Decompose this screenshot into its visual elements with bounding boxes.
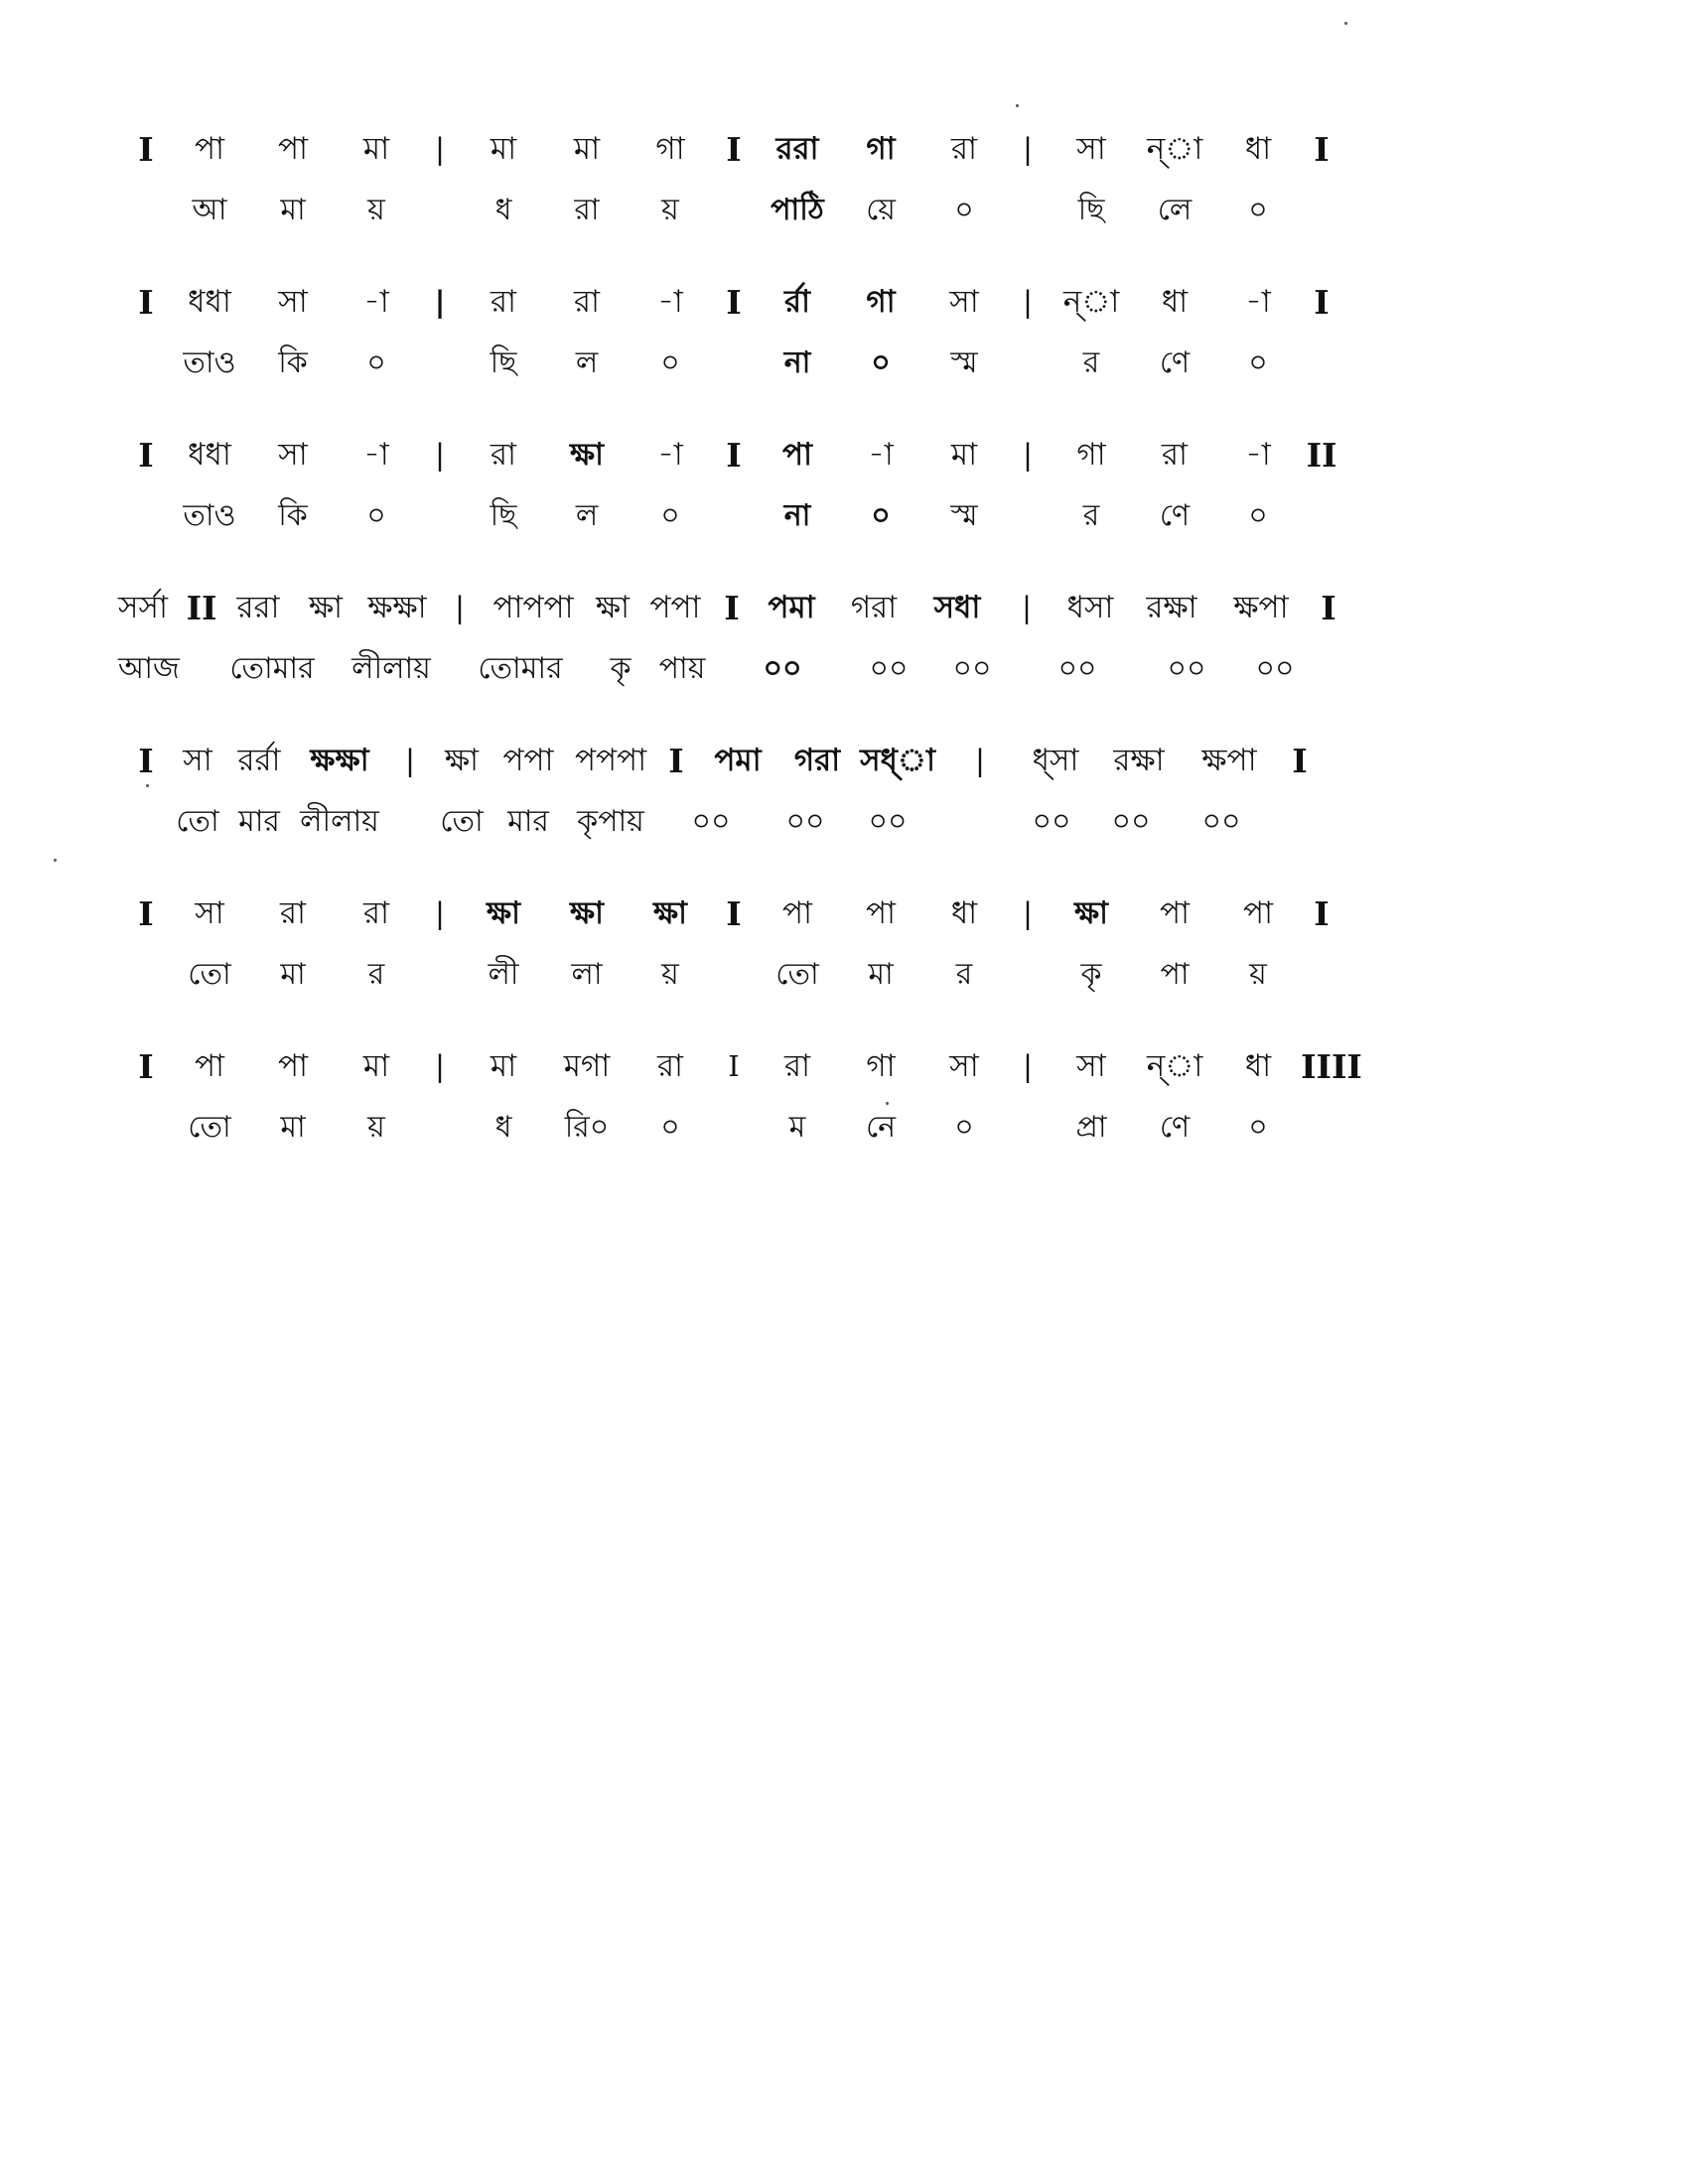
note: রা bbox=[1161, 436, 1189, 473]
notation-block bbox=[118, 576, 1534, 699]
note: রা bbox=[490, 436, 517, 473]
note: গা bbox=[1076, 436, 1106, 473]
note: ক্ষপা bbox=[1233, 589, 1289, 625]
bar-divider: | bbox=[1023, 895, 1033, 930]
lyric-syllable: ০ bbox=[660, 345, 680, 380]
lyric-syllable: কৃপায় bbox=[577, 804, 644, 839]
lyric-syllable: তাও bbox=[183, 345, 236, 380]
bar-marker: I bbox=[726, 129, 742, 169]
lyric-syllable: রি০ bbox=[564, 1110, 610, 1145]
lyric-syllable: মা bbox=[868, 957, 894, 992]
note: রা bbox=[362, 894, 390, 931]
lyric-syllable: স্ম bbox=[950, 498, 978, 533]
note: ধধা bbox=[188, 436, 231, 473]
lyric-syllable: মার bbox=[238, 804, 280, 839]
lyric-line bbox=[124, 486, 1534, 546]
bar-marker: I bbox=[1314, 129, 1330, 169]
lyric-syllable: য় bbox=[367, 1110, 385, 1145]
note: রক্ষা bbox=[1146, 589, 1197, 625]
note: ক্ষা bbox=[569, 894, 605, 931]
note: পা bbox=[277, 130, 309, 167]
lyric-syllable: ০০ bbox=[868, 804, 908, 839]
note: ধা bbox=[1244, 1047, 1272, 1084]
lyric-line bbox=[124, 945, 1534, 1005]
note: ক্ষা bbox=[1073, 894, 1109, 931]
bar-divider: | bbox=[434, 284, 446, 319]
lyric-syllable: রা bbox=[574, 193, 600, 227]
note: রক্ষা bbox=[1113, 742, 1165, 778]
note: -া bbox=[363, 436, 389, 473]
note: পা bbox=[781, 894, 813, 931]
lyric-syllable: র bbox=[955, 957, 973, 992]
lyric-syllable: তোমার bbox=[478, 651, 563, 686]
notation-block bbox=[124, 423, 1534, 546]
lyric-syllable: ছি bbox=[490, 498, 517, 533]
lyric-syllable: ০০ bbox=[1201, 804, 1241, 839]
note: ক্ষক্ষা bbox=[367, 589, 427, 625]
note-line bbox=[124, 270, 1534, 334]
lyric-syllable: ০ bbox=[660, 1110, 680, 1145]
note: সা bbox=[1076, 130, 1106, 167]
lyric-syllable: ০০ bbox=[952, 651, 992, 686]
notation-block bbox=[124, 1034, 1534, 1158]
note-line bbox=[124, 882, 1534, 945]
note: সা bbox=[183, 742, 212, 778]
lyric-line bbox=[124, 334, 1534, 393]
lyric-syllable: লীলায় bbox=[352, 651, 431, 686]
note: -া bbox=[1245, 436, 1271, 473]
bar-divider: | bbox=[455, 590, 465, 624]
lyric-syllable: ০০ bbox=[785, 804, 825, 839]
scan-speck bbox=[886, 1102, 889, 1105]
note: -া bbox=[1245, 283, 1271, 320]
lyric-syllable: তো bbox=[775, 957, 819, 992]
note: সা bbox=[195, 894, 224, 931]
lyric-syllable: ০০ bbox=[1111, 804, 1151, 839]
bar-divider: | bbox=[435, 131, 445, 166]
note: গরা bbox=[850, 589, 898, 625]
note: পমা bbox=[714, 742, 762, 778]
bar-marker: I bbox=[726, 282, 742, 322]
bar-marker: I bbox=[728, 1048, 740, 1083]
note: রা bbox=[573, 283, 601, 320]
note: মা bbox=[490, 130, 517, 167]
note: রা bbox=[279, 894, 307, 931]
lyric-syllable: ০ bbox=[1248, 193, 1268, 227]
scan-speck bbox=[1016, 104, 1019, 107]
lyric-syllable: না bbox=[783, 345, 811, 380]
note: ধসা bbox=[1066, 589, 1114, 625]
lyric-syllable: মার bbox=[507, 804, 549, 839]
lyric-syllable: ০০ bbox=[1167, 651, 1206, 686]
note: ক্ষা bbox=[595, 589, 631, 625]
note: ররা bbox=[236, 589, 280, 625]
note: রা bbox=[490, 283, 517, 320]
note: ন্‌া bbox=[1146, 1047, 1203, 1084]
note: পা bbox=[865, 894, 897, 931]
notation-block bbox=[124, 882, 1534, 1005]
note: পা bbox=[1159, 894, 1191, 931]
double-bar-marker: II bbox=[1306, 435, 1337, 475]
lyric-syllable: নে bbox=[865, 1110, 897, 1145]
note: রর্রা bbox=[237, 742, 281, 778]
lyric-syllable: ছি bbox=[490, 345, 517, 380]
note: -া bbox=[657, 436, 683, 473]
note: পমা bbox=[768, 589, 815, 625]
note: পপা bbox=[502, 742, 554, 778]
note: সধ্‌া bbox=[860, 742, 935, 778]
bar-marker: I bbox=[1292, 741, 1308, 780]
bar-marker: I bbox=[138, 435, 154, 475]
note: সা bbox=[1076, 1047, 1106, 1084]
lyric-syllable: ল bbox=[575, 345, 599, 380]
lyric-syllable: তো bbox=[188, 957, 231, 992]
note: ক্ষা bbox=[569, 436, 605, 473]
bar-marker: I bbox=[1314, 282, 1330, 322]
note: মগা bbox=[563, 1047, 611, 1084]
note-line bbox=[124, 729, 1534, 792]
note: ধা bbox=[1244, 130, 1272, 167]
lyric-syllable: তো bbox=[176, 804, 219, 839]
lyric-line bbox=[124, 1098, 1534, 1158]
note: পা bbox=[277, 1047, 309, 1084]
note: পপপা bbox=[574, 742, 647, 778]
note: রা bbox=[656, 1047, 684, 1084]
note: গা bbox=[866, 1047, 896, 1084]
note: র্রা bbox=[783, 283, 811, 320]
note: গা bbox=[655, 130, 685, 167]
note: ন্‌া bbox=[1062, 283, 1120, 320]
note: রা bbox=[950, 130, 978, 167]
lyric-syllable: ০ bbox=[871, 345, 891, 380]
note: ক্ষা bbox=[652, 894, 688, 931]
lyric-syllable: র bbox=[1082, 345, 1100, 380]
lyric-syllable: তো bbox=[440, 804, 484, 839]
note: রা bbox=[783, 1047, 811, 1084]
lyric-syllable: কি bbox=[278, 345, 308, 380]
swaralipi-sheet bbox=[118, 117, 1534, 1187]
bar-marker: I bbox=[138, 129, 154, 169]
lyric-syllable: মা bbox=[280, 957, 306, 992]
lyric-syllable: য় bbox=[661, 193, 679, 227]
bar-divider: | bbox=[1023, 284, 1033, 319]
note: ধা bbox=[1161, 283, 1189, 320]
bar-marker: I bbox=[1314, 893, 1330, 933]
lyric-syllable: প্রা bbox=[1075, 1110, 1107, 1145]
lyric-syllable: র bbox=[367, 957, 385, 992]
lyric-syllable: তো bbox=[188, 1110, 231, 1145]
bar-marker: I bbox=[668, 741, 684, 780]
note: ররা bbox=[775, 130, 819, 167]
note-line bbox=[118, 576, 1534, 639]
lyric-syllable: তোমার bbox=[229, 651, 315, 686]
note: গরা bbox=[793, 742, 841, 778]
lyric-syllable: য় bbox=[1249, 957, 1267, 992]
lyric-syllable: ০ bbox=[1248, 1110, 1268, 1145]
note: পা bbox=[1242, 894, 1274, 931]
lyric-syllable: ধ bbox=[494, 193, 512, 227]
bar-divider: | bbox=[1023, 1048, 1033, 1083]
lyric-syllable: র bbox=[1082, 498, 1100, 533]
note-line bbox=[124, 423, 1534, 486]
lyric-syllable: ০০ bbox=[1032, 804, 1071, 839]
note: ক্ষা bbox=[308, 589, 344, 625]
bar-divider: | bbox=[1023, 437, 1033, 472]
bar-marker: I bbox=[138, 893, 154, 933]
bar-divider: | bbox=[975, 743, 985, 777]
lyric-line bbox=[124, 181, 1534, 240]
lyric-syllable: ০ bbox=[871, 498, 891, 533]
note: গা bbox=[866, 283, 896, 320]
note: সধা bbox=[933, 589, 981, 625]
note: ধা bbox=[950, 894, 978, 931]
note: মা bbox=[490, 1047, 517, 1084]
notation-block bbox=[124, 117, 1534, 240]
note: ক্ষপা bbox=[1201, 742, 1257, 778]
lyric-syllable: তাও bbox=[183, 498, 236, 533]
lyric-syllable: না bbox=[783, 498, 811, 533]
lyric-syllable: পায় bbox=[658, 651, 706, 686]
lyric-syllable: লী bbox=[488, 957, 519, 992]
bar-divider: | bbox=[1023, 131, 1033, 166]
lyric-syllable: ০ bbox=[1248, 345, 1268, 380]
notation-block bbox=[124, 270, 1534, 393]
lyric-syllable: লে bbox=[1157, 193, 1193, 227]
lyric-syllable: ছি bbox=[1077, 193, 1105, 227]
note: সা bbox=[278, 283, 308, 320]
note: সা bbox=[949, 283, 979, 320]
lyric-syllable: ০০ bbox=[1057, 651, 1097, 686]
lyric-syllable: স্ম bbox=[950, 345, 978, 380]
note: মা bbox=[573, 130, 601, 167]
double-bar-marker: II bbox=[186, 588, 217, 627]
note: মা bbox=[950, 436, 978, 473]
lyric-syllable: ণে bbox=[1159, 498, 1191, 533]
lyric-syllable: আ bbox=[192, 193, 227, 227]
note: ক্ষা bbox=[444, 742, 480, 778]
notation-block bbox=[124, 729, 1534, 852]
bar-divider: | bbox=[405, 743, 415, 777]
lyric-syllable: কৃ bbox=[610, 651, 632, 686]
note: পপা bbox=[649, 589, 701, 625]
lyric-syllable: ০০ bbox=[869, 651, 909, 686]
lyric-syllable: আজ bbox=[118, 651, 180, 686]
note: সা bbox=[278, 436, 308, 473]
note: গা bbox=[866, 130, 896, 167]
lyric-syllable: ০ bbox=[366, 498, 386, 533]
bar-divider: | bbox=[435, 895, 445, 930]
note-line bbox=[124, 1034, 1534, 1098]
note: ক্ষক্ষা bbox=[310, 742, 369, 778]
bar-marker: I bbox=[138, 741, 154, 780]
note: ধধা bbox=[188, 283, 231, 320]
lyric-syllable: ০ bbox=[954, 1110, 974, 1145]
lyric-syllable: মা bbox=[280, 1110, 306, 1145]
note: পা bbox=[194, 130, 225, 167]
pickup-notes: সর্সা bbox=[118, 589, 168, 625]
lyric-syllable: ০ bbox=[660, 498, 680, 533]
scan-speck bbox=[54, 859, 57, 862]
bar-marker: I bbox=[1321, 588, 1336, 627]
lyric-syllable: ধ bbox=[494, 1110, 512, 1145]
lyric-syllable: ০ bbox=[366, 345, 386, 380]
lyric-line bbox=[124, 792, 1534, 852]
note: সা bbox=[949, 1047, 979, 1084]
bar-marker: I bbox=[138, 1046, 154, 1086]
lyric-syllable: ণে bbox=[1159, 345, 1191, 380]
end-bar-marker: IIII bbox=[1301, 1046, 1362, 1086]
note: ন্‌া bbox=[1146, 130, 1203, 167]
note: ধ্‌সা bbox=[1032, 742, 1079, 778]
lyric-syllable: কি bbox=[278, 498, 308, 533]
note: পাপপা bbox=[492, 589, 574, 625]
bar-divider: | bbox=[1022, 590, 1032, 624]
lyric-syllable: পাঠি bbox=[771, 193, 824, 227]
lyric-syllable: ০ bbox=[1248, 498, 1268, 533]
bar-marker: I bbox=[724, 588, 740, 627]
lyric-syllable: কৃ bbox=[1080, 957, 1102, 992]
lyric-line bbox=[118, 639, 1534, 699]
note: পা bbox=[194, 1047, 225, 1084]
note: -া bbox=[657, 283, 683, 320]
lyric-syllable: ০ bbox=[954, 193, 974, 227]
note: -া bbox=[868, 436, 894, 473]
lyric-syllable: ০০ bbox=[763, 651, 802, 686]
lyric-syllable: য় bbox=[367, 193, 385, 227]
lyric-syllable: লীলায় bbox=[300, 804, 379, 839]
bar-marker: I bbox=[726, 893, 742, 933]
bar-marker: I bbox=[726, 435, 742, 475]
note: পা bbox=[781, 436, 813, 473]
lyric-syllable: য়ে bbox=[866, 193, 896, 227]
lyric-syllable: ণে bbox=[1159, 1110, 1191, 1145]
scan-speck bbox=[146, 784, 149, 787]
bar-divider: | bbox=[435, 437, 445, 472]
note: ক্ষা bbox=[486, 894, 521, 931]
lyric-syllable: মা bbox=[280, 193, 306, 227]
bar-marker: I bbox=[138, 282, 154, 322]
lyric-syllable: য় bbox=[661, 957, 679, 992]
note: -া bbox=[363, 283, 389, 320]
scan-speck bbox=[1344, 22, 1347, 25]
lyric-syllable: ল bbox=[575, 498, 599, 533]
bar-divider: | bbox=[435, 1048, 445, 1083]
lyric-syllable: পা bbox=[1160, 957, 1190, 992]
lyric-syllable: লা bbox=[571, 957, 603, 992]
lyric-syllable: ০০ bbox=[691, 804, 731, 839]
note-line bbox=[124, 117, 1534, 181]
lyric-syllable: ০০ bbox=[1255, 651, 1295, 686]
note: মা bbox=[362, 1047, 390, 1084]
lyric-syllable: ম bbox=[788, 1110, 806, 1145]
note: মা bbox=[362, 130, 390, 167]
